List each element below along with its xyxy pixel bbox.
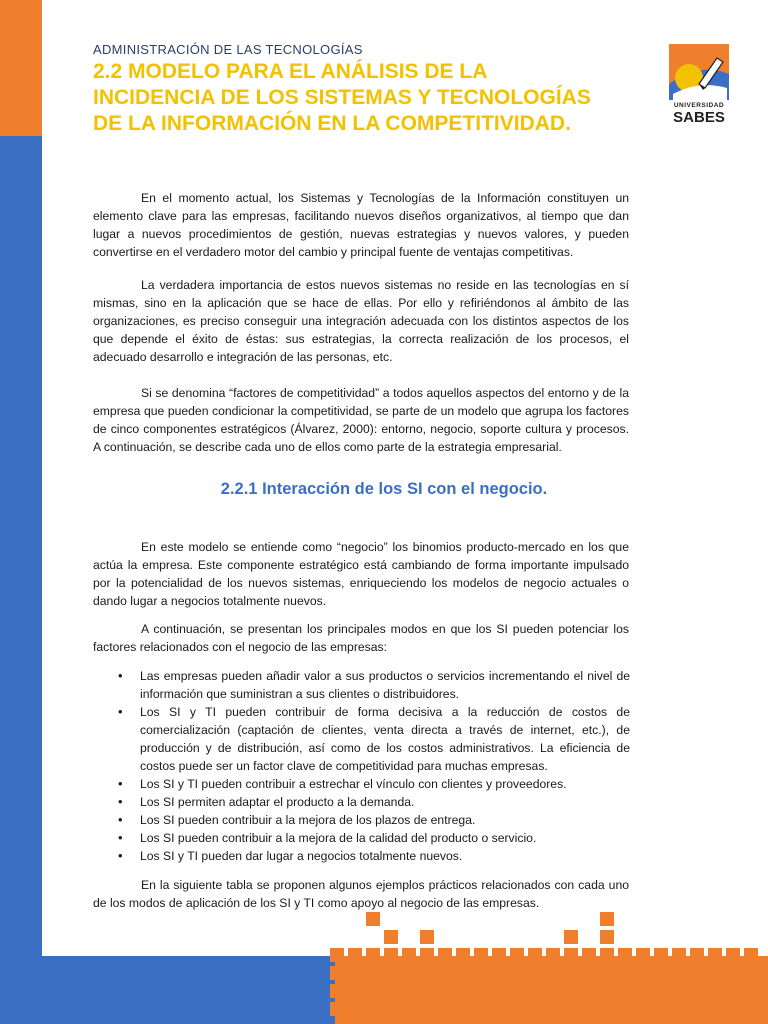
logo-line2: SABES bbox=[673, 109, 725, 126]
page-title: 2.2 MODELO PARA EL ANÁLISIS DE LA INCIDENCIA DE LOS SISTEMAS Y TECNOLOGÍAS DE LA INFORMACIÓN EN LA COMPETITIVIDAD. bbox=[93, 60, 591, 135]
decorative-mosaic bbox=[330, 912, 768, 1024]
list-item: • Las empresas pueden añadir valor a sus productos o servicios incrementando el nivel de información que suministran a sus clientes o distribuidores. bbox=[140, 667, 630, 703]
left-blue-bar bbox=[0, 136, 42, 956]
paragraph-1: En el momento actual, los Sistemas y Tecnologías de la Información constituyen un elemento clave para las empresas, facilitando nuevos diseños organizativos, al tiempo que dan lugar a nuevos procedimientos de gestión, nuevas estrategias y nuevos valores, y pueden convertirse en el verdadero motor del cambio y principal fuente de ventajas competitivas. bbox=[93, 191, 629, 259]
list-item: • Los SI pueden contribuir a la mejora de los plazos de entrega. bbox=[140, 811, 630, 829]
list-item: • Los SI y TI pueden dar lugar a negocios totalmente nuevos. bbox=[140, 847, 630, 865]
benefits-list bbox=[140, 667, 630, 865]
subsection-heading: 2.2.1 Interacción de los SI con el negocio. bbox=[220, 480, 548, 498]
list-item: • Los SI y TI pueden contribuir de forma decisiva a la reducción de costos de comercialización (captación de clientes, venta directa a través de internet, etc.), de producción y de distribución, así como de los costos administrativos. La eficiencia de costos puede ser un factor clave de competitividad para muchas empresas. bbox=[140, 703, 630, 775]
paragraph-6: En la siguiente tabla se proponen algunos ejemplos prácticos relacionados con cada uno de los modos de aplicación de los SI y TI como apoyo al negocio de las empresas. bbox=[93, 878, 629, 910]
paragraph-5: A continuación, se presentan los principales modos en que los SI pueden potenciar los factores relacionados con el negocio de las empresas: bbox=[93, 622, 629, 654]
paragraph-3: Si se denomina “factores de competitividad” a todos aquellos aspectos del entorno y de la empresa que pueden condicionar la competitividad, se parte de un modelo que agrupa los factores de cinco componentes estratégicos (Álvarez, 2000): entorno, negocio, soporte cultura y procesos. A continuación, se describe cada uno de ellos como parte de la estrategia empresarial. bbox=[93, 386, 629, 454]
left-orange-bar bbox=[0, 0, 42, 136]
university-logo bbox=[663, 44, 735, 126]
list-item: • Los SI permiten adaptar el producto a la demanda. bbox=[140, 793, 630, 811]
paragraph-4: En este modelo se entiende como “negocio” los binomios producto-mercado en los que actúa la empresa. Este componente estratégico está cambiando de forma importante impulsado por la potencialidad de los nuevos sistemas, enriqueciendo los modelos de negocio actuales o dando lugar a negocios totalmente nuevos. bbox=[93, 540, 629, 608]
list-item: • Los SI y TI pueden contribuir a estrechar el vínculo con clientes y proveedores. bbox=[140, 775, 630, 793]
paragraph-2: La verdadera importancia de estos nuevos sistemas no reside en las tecnologías en sí mismas, sino en la aplicación que se hace de ellas. Por ello y refiriéndonos al ámbito de las organizaciones, es preciso conseguir una integración adecuada con los distintos aspectos de los que depende el éxito de éstas: sus estrategias, la correcta realización de los procesos, el adecuado desarrollo e integración de las personas, etc. bbox=[93, 278, 629, 364]
logo-line1: UNIVERSIDAD bbox=[673, 102, 725, 109]
section-kicker: ADMINISTRACIÓN DE LAS TECNOLOGÍAS bbox=[93, 42, 363, 57]
list-item: • Los SI pueden contribuir a la mejora de la calidad del producto o servicio. bbox=[140, 829, 630, 847]
bottom-blue-bar bbox=[0, 956, 335, 1024]
logo-emblem bbox=[669, 44, 729, 100]
